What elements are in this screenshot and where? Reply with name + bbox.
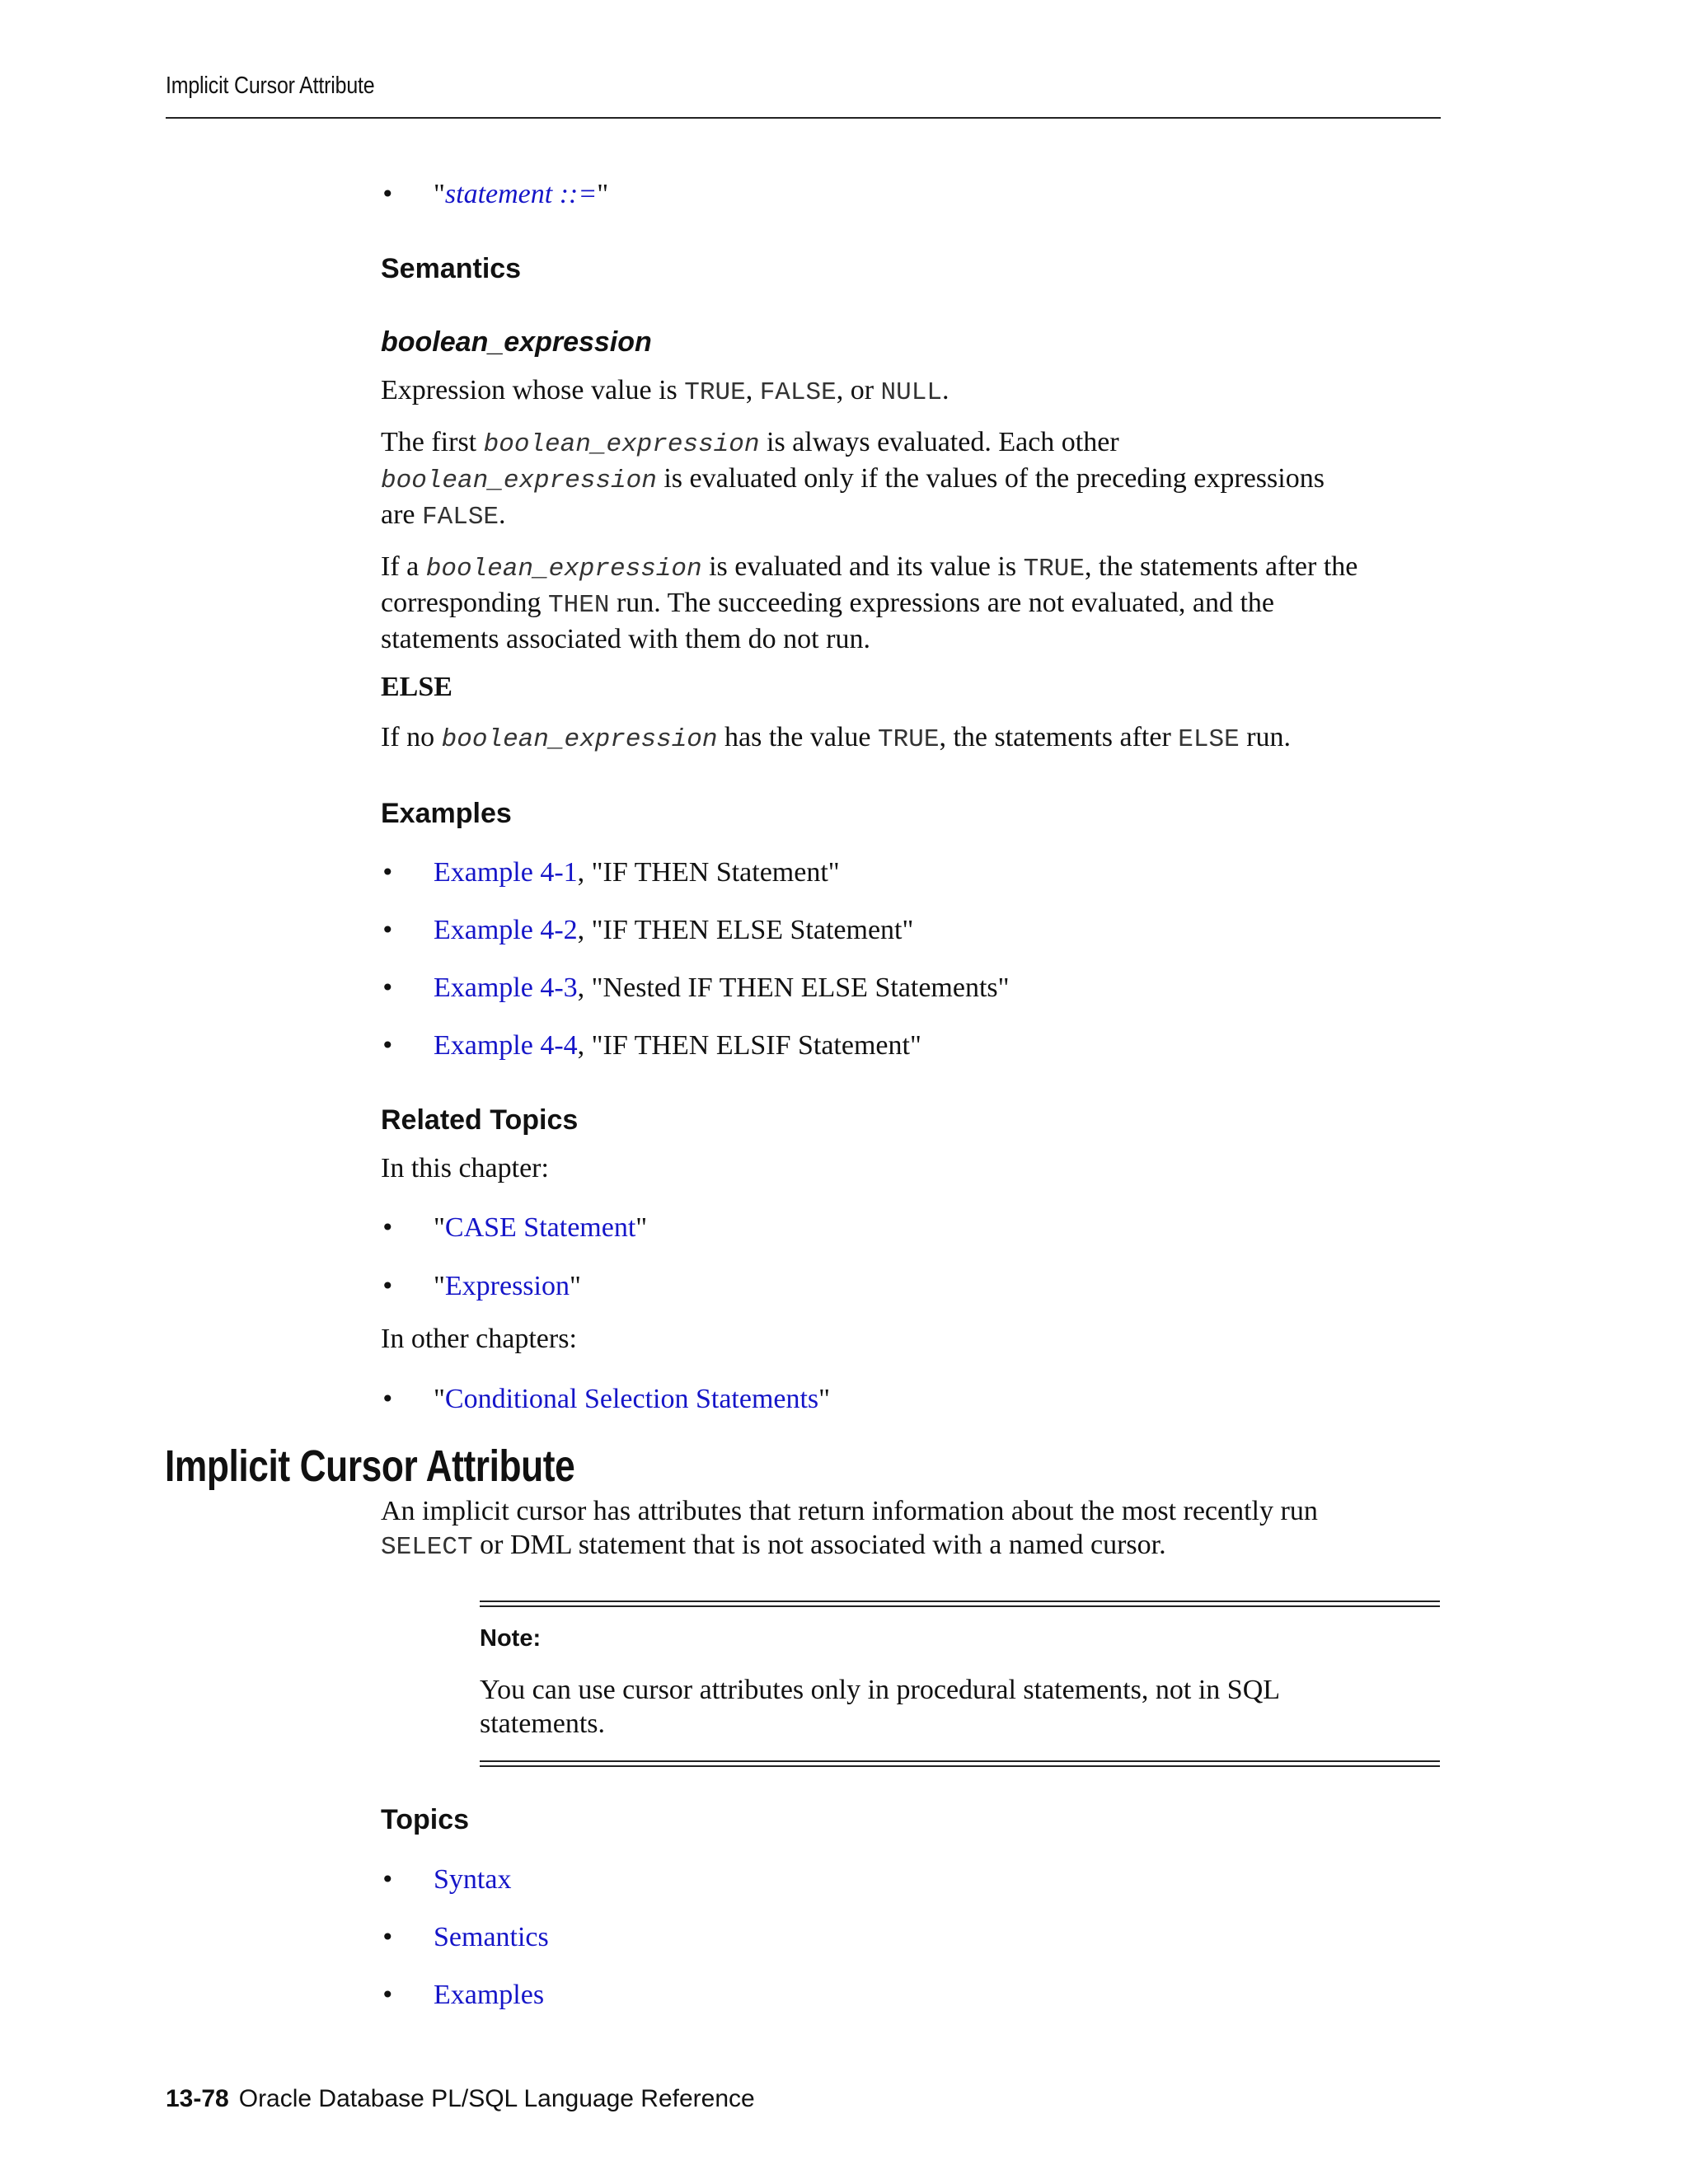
semantics-paragraph-3: If a boolean_expression is evaluated and its value is TRUE, the statements after the corresponding THEN run. The succeeding expressions are not evaluated, and the statements associated with them do not run. bbox=[381, 551, 1358, 654]
semantics-paragraph-2: The first boolean_expression is always evaluated. Each other boolean_expression is evaluated only if the values of the preceding expressions are FALSE. bbox=[381, 427, 1325, 532]
book-title: Oracle Database PL/SQL Language Reference bbox=[238, 2085, 755, 2112]
topics-heading: Topics bbox=[381, 1804, 470, 1835]
semantics-paragraph-4: If no boolean_expression has the value TRUE, the statements after ELSE run. bbox=[381, 722, 1292, 754]
list-item bbox=[381, 1863, 1444, 1896]
bullet-icon: • bbox=[381, 1981, 395, 2008]
examples-link[interactable]: Examples bbox=[434, 1980, 545, 2010]
section-intro: An implicit cursor has attributes that return information about the most recently run SELECT or DML statement that is not associated with a named cursor. bbox=[381, 1496, 1318, 1562]
list-item: • "statement ::=" bbox=[381, 179, 609, 209]
top-bullet-list bbox=[381, 177, 1444, 211]
list-item bbox=[381, 1978, 1444, 2012]
list-item: • Example 4-2, "IF THEN ELSE Statement" bbox=[381, 915, 914, 945]
else-keyword-heading: ELSE bbox=[381, 672, 452, 702]
list-item: • Example 4-4, "IF THEN ELSIF Statement" bbox=[381, 1030, 921, 1061]
bullet-icon: • bbox=[381, 1924, 395, 1951]
topics-list bbox=[381, 1863, 1444, 2012]
semantics-heading: Semantics bbox=[381, 253, 522, 284]
bullet-icon: • bbox=[381, 859, 395, 886]
bullet-icon: • bbox=[381, 1385, 395, 1413]
topics-section bbox=[381, 1803, 1444, 2012]
semantics-paragraph-1: Expression whose value is TRUE, FALSE, or NULL. bbox=[381, 375, 950, 407]
chapter-links-list bbox=[381, 1211, 1444, 1303]
bullet-icon: • bbox=[381, 916, 395, 944]
main-content bbox=[381, 165, 1444, 1416]
in-this-chapter-label: In this chapter: bbox=[381, 1153, 549, 1183]
page-number: 13-78 bbox=[166, 2085, 229, 2112]
bullet-icon: • bbox=[381, 1272, 395, 1300]
bullet-icon: • bbox=[381, 180, 395, 208]
syntax-link[interactable]: Syntax bbox=[434, 1864, 512, 1895]
list-item: • "Conditional Selection Statements" bbox=[381, 1384, 831, 1414]
expression-link[interactable]: Expression bbox=[444, 1271, 570, 1301]
note-bottom-rule bbox=[480, 1760, 1440, 1767]
examples-heading: Examples bbox=[381, 798, 512, 829]
bullet-icon: • bbox=[381, 1032, 395, 1059]
note-top-rule bbox=[480, 1601, 1440, 1607]
note-label: Note: bbox=[480, 1625, 542, 1652]
list-item: • Example 4-3, "Nested IF THEN ELSE Statements" bbox=[381, 972, 1010, 1003]
list-item: • "CASE Statement" bbox=[381, 1212, 648, 1243]
other-chapters-list bbox=[381, 1382, 1444, 1416]
bullet-icon: • bbox=[381, 1214, 395, 1241]
bullet-icon: • bbox=[381, 974, 395, 1001]
list-item: • "Expression" bbox=[381, 1271, 581, 1301]
conditional-selection-link[interactable]: Conditional Selection Statements bbox=[444, 1384, 819, 1414]
example-link[interactable]: Example 4-4 bbox=[434, 1030, 578, 1061]
example-link[interactable]: Example 4-1 bbox=[434, 857, 578, 888]
header-rule bbox=[166, 117, 1441, 119]
section-title: Implicit Cursor Attribute bbox=[165, 1441, 575, 1491]
statement-link[interactable]: statement ::= bbox=[444, 179, 598, 209]
note-box bbox=[480, 1601, 1440, 1767]
list-item: • Example 4-1, "IF THEN Statement" bbox=[381, 857, 840, 888]
note-text: You can use cursor attributes only in procedural statements, not in SQL statements. bbox=[480, 1675, 1281, 1739]
related-topics-heading: Related Topics bbox=[381, 1104, 579, 1136]
list-item bbox=[381, 1920, 1444, 1954]
page-footer bbox=[166, 2085, 755, 2113]
case-statement-link[interactable]: CASE Statement bbox=[444, 1212, 636, 1243]
bullet-icon: • bbox=[381, 1866, 395, 1893]
example-link[interactable]: Example 4-2 bbox=[434, 915, 578, 945]
semantics-link[interactable]: Semantics bbox=[434, 1922, 549, 1952]
term-boolean-expression: boolean_expression bbox=[381, 326, 652, 358]
in-other-chapters-label: In other chapters: bbox=[381, 1324, 577, 1354]
running-header: Implicit Cursor Attribute bbox=[166, 73, 375, 99]
examples-list bbox=[381, 855, 1444, 1062]
example-link[interactable]: Example 4-3 bbox=[434, 972, 578, 1003]
